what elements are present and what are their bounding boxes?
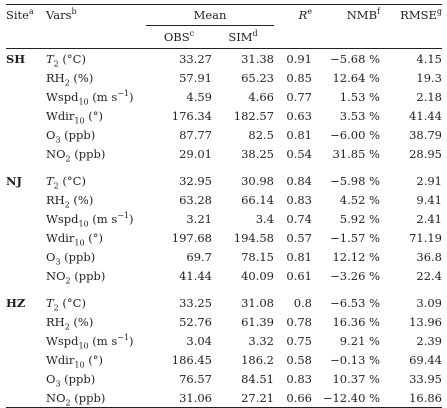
variable-unit: (ppb) (60, 127, 96, 142)
variable-label (46, 171, 146, 190)
obs-value: 197.68 (171, 230, 212, 245)
site-name (6, 144, 46, 163)
variable-unit: (°C) (58, 295, 86, 310)
variable-subscript: 3 (55, 134, 61, 144)
variable-unit: (ppb) (60, 249, 96, 264)
variable-unit: (m s (88, 89, 118, 104)
variable-subscript: 3 (55, 256, 61, 266)
header-rmse: RMSE$^g$ (380, 5, 442, 26)
variable-symbol: T (46, 51, 54, 66)
variable-symbol: RH (46, 70, 65, 85)
variable-symbol: Wspd (46, 89, 79, 104)
variable-unit: (%) (69, 70, 94, 85)
variable-subscript: 10 (78, 340, 89, 350)
table-row (6, 49, 442, 69)
r-value: 0.84 (286, 173, 312, 188)
rmse-value: 13.96 (409, 314, 442, 329)
table-header (6, 5, 442, 49)
obs-value: 57.91 (179, 70, 212, 85)
header-site: Site$^a$ (6, 5, 46, 26)
header-row-sub (6, 26, 442, 49)
obs-value: 69.7 (186, 249, 212, 264)
nmb-value: −0.13 % (330, 352, 380, 367)
site-name: HZ (6, 295, 26, 310)
header-vars: Vars$^b$ (46, 5, 146, 26)
nmb-value: 9.21 % (339, 333, 380, 348)
sim-value: 31.38 (241, 51, 274, 66)
table-body (6, 49, 442, 408)
variable-subscript: 3 (55, 378, 61, 388)
variable-subscript: 2 (64, 199, 70, 209)
variable-symbol: O (46, 127, 56, 142)
header-nmb: NMB$^f$ (312, 5, 380, 26)
variable-subscript: 2 (64, 321, 70, 331)
nmb-value: −5.68 % (330, 51, 380, 66)
obs-value: 32.95 (179, 173, 212, 188)
variable-unit: (ppb) (60, 371, 96, 386)
variable-label (46, 388, 146, 408)
sim-value: 84.51 (241, 371, 274, 386)
variable-label (46, 293, 146, 312)
variable-subscript: 2 (65, 397, 71, 407)
variable-label (46, 106, 146, 125)
table-row (6, 125, 442, 144)
variable-label (46, 266, 146, 285)
obs-value: 176.34 (171, 108, 212, 123)
variable-symbol: T (46, 173, 54, 188)
variable-symbol: NO (46, 390, 66, 405)
obs-value: 33.27 (179, 51, 212, 66)
variable-label (46, 144, 146, 163)
obs-value: 31.06 (146, 388, 212, 408)
group-spacer (6, 163, 442, 171)
variable-subscript: 2 (53, 302, 59, 312)
r-value: 0.61 (286, 268, 312, 283)
site-name (6, 388, 46, 408)
sim-value: 27.21 (212, 388, 274, 408)
nmb-value: −12.40 % (312, 388, 380, 408)
variable-unit: (m s (88, 211, 118, 226)
r-value: 0.81 (286, 127, 312, 142)
header-mean: Mean (146, 5, 274, 26)
table-row (6, 247, 442, 266)
variable-unit: (°) (84, 230, 103, 245)
variable-label (46, 247, 146, 266)
nmb-value: 10.37 % (332, 371, 380, 386)
variable-subscript: 2 (65, 153, 71, 163)
variable-subscript: 2 (64, 77, 70, 87)
table-row (6, 190, 442, 209)
variable-symbol: Wdir (46, 108, 75, 123)
variable-symbol: T (46, 295, 54, 310)
variable-subscript: 10 (74, 237, 85, 247)
variable-label (46, 312, 146, 331)
rmse-value: 36.8 (416, 249, 442, 264)
site-name (6, 125, 46, 144)
site-name (6, 190, 46, 209)
r-value: 0.78 (286, 314, 312, 329)
sim-value: 30.98 (241, 173, 274, 188)
variable-subscript: 2 (65, 275, 71, 285)
r-value: 0.66 (274, 388, 312, 408)
rmse-value: 28.95 (409, 146, 442, 161)
variable-unit: (°) (84, 108, 103, 123)
rmse-value: 9.41 (416, 192, 442, 207)
sim-value: 182.57 (233, 108, 274, 123)
sim-value: 61.39 (241, 314, 274, 329)
variable-unit: (°) (84, 352, 103, 367)
table-row (6, 369, 442, 388)
variable-subscript: 10 (74, 359, 85, 369)
variable-symbol: NO (46, 268, 66, 283)
sim-value: 40.09 (241, 268, 274, 283)
nmb-value: 31.85 % (332, 146, 380, 161)
variable-label (46, 49, 146, 69)
rmse-value: 19.3 (416, 70, 442, 85)
r-value: 0.83 (286, 371, 312, 386)
variable-unit: (m s (88, 333, 118, 348)
sim-value: 186.2 (241, 352, 274, 367)
site-name (6, 247, 46, 266)
rmse-value: 2.41 (416, 211, 442, 226)
variable-label (46, 87, 146, 106)
table-row (6, 87, 442, 106)
variable-label (46, 125, 146, 144)
table-row (6, 266, 442, 285)
unit-exponent: −1 (117, 88, 130, 98)
variable-symbol: Wdir (46, 230, 75, 245)
nmb-value: 4.52 % (339, 192, 380, 207)
variable-symbol: Wspd (46, 211, 79, 226)
variable-label (46, 190, 146, 209)
variable-unit-end: ) (129, 211, 134, 226)
variable-subscript: 10 (74, 115, 85, 125)
obs-value: 186.45 (171, 352, 212, 367)
r-value: 0.77 (286, 89, 312, 104)
rmse-value: 33.95 (409, 371, 442, 386)
site-name: SH (6, 51, 26, 66)
variable-unit: (°C) (58, 51, 86, 66)
sim-value: 65.23 (241, 70, 274, 85)
sim-value: 66.14 (241, 192, 274, 207)
site-name (6, 68, 46, 87)
unit-exponent: −1 (117, 332, 130, 342)
rmse-value: 41.44 (409, 108, 442, 123)
variable-symbol: Wdir (46, 352, 75, 367)
nmb-value: 5.92 % (339, 211, 380, 226)
site-name (6, 209, 46, 228)
obs-value: 29.01 (179, 146, 212, 161)
variable-label (46, 369, 146, 388)
sim-value: 3.32 (248, 333, 274, 348)
nmb-value: 12.12 % (332, 249, 380, 264)
r-value: 0.85 (286, 70, 312, 85)
r-value: 0.8 (293, 295, 312, 310)
variable-subscript: 10 (78, 218, 89, 228)
obs-value: 41.44 (179, 268, 212, 283)
variable-symbol: NO (46, 146, 66, 161)
rmse-value: 16.86 (380, 388, 442, 408)
statistics-table (6, 4, 442, 408)
variable-label (46, 68, 146, 87)
r-value: 0.91 (286, 51, 312, 66)
obs-value: 87.77 (179, 127, 212, 142)
r-value: 0.58 (286, 352, 312, 367)
rmse-value: 38.79 (409, 127, 442, 142)
table-row (6, 331, 442, 350)
nmb-value: −6.00 % (330, 127, 380, 142)
variable-symbol: O (46, 249, 56, 264)
group-spacer (6, 285, 442, 293)
variable-subscript: 2 (53, 180, 59, 190)
site-name (6, 87, 46, 106)
r-value: 0.54 (286, 146, 312, 161)
site-name (6, 350, 46, 369)
obs-value: 3.21 (186, 211, 212, 226)
nmb-value: 16.36 % (332, 314, 380, 329)
obs-value: 52.76 (179, 314, 212, 329)
variable-label (46, 209, 146, 228)
header-sim: SIM$^d$ (212, 26, 274, 49)
site-name (6, 369, 46, 388)
obs-value: 4.59 (186, 89, 212, 104)
variable-unit: (%) (69, 314, 94, 329)
sim-value: 78.15 (241, 249, 274, 264)
r-value: 0.83 (286, 192, 312, 207)
obs-value: 3.04 (186, 333, 212, 348)
variable-label (46, 228, 146, 247)
site-name (6, 266, 46, 285)
variable-unit-end: ) (129, 333, 134, 348)
obs-value: 63.28 (179, 192, 212, 207)
nmb-value: −5.98 % (330, 173, 380, 188)
nmb-value: 3.53 % (339, 108, 380, 123)
r-value: 0.57 (286, 230, 312, 245)
site-name (6, 228, 46, 247)
sim-value: 31.08 (241, 295, 274, 310)
variable-unit: (ppb) (70, 390, 106, 405)
r-value: 0.81 (286, 249, 312, 264)
variable-subscript: 2 (53, 58, 59, 68)
rmse-value: 69.44 (409, 352, 442, 367)
table-row (6, 209, 442, 228)
table-row (6, 228, 442, 247)
nmb-value: −3.26 % (330, 268, 380, 283)
site-name (6, 106, 46, 125)
nmb-value: −6.53 % (330, 295, 380, 310)
rmse-value: 2.39 (416, 333, 442, 348)
variable-label (46, 331, 146, 350)
unit-exponent: −1 (117, 210, 130, 220)
obs-value: 76.57 (179, 371, 212, 386)
table-row (6, 68, 442, 87)
nmb-value: 12.64 % (332, 70, 380, 85)
table-row (6, 293, 442, 312)
sim-value: 4.66 (248, 89, 274, 104)
nmb-value: −1.57 % (330, 230, 380, 245)
sim-value: 38.25 (241, 146, 274, 161)
r-value: 0.75 (286, 333, 312, 348)
variable-unit: (°C) (58, 173, 86, 188)
variable-unit: (ppb) (70, 146, 106, 161)
variable-label (46, 350, 146, 369)
r-value: 0.63 (286, 108, 312, 123)
variable-symbol: O (46, 371, 56, 386)
sim-value: 82.5 (248, 127, 274, 142)
site-name: NJ (6, 173, 22, 188)
table-row (6, 312, 442, 331)
header-obs: OBS$^c$ (146, 26, 212, 49)
rmse-value: 2.18 (416, 89, 442, 104)
variable-symbol: Wspd (46, 333, 79, 348)
sim-value: 3.4 (255, 211, 274, 226)
rmse-value: 71.19 (409, 230, 442, 245)
variable-unit: (%) (69, 192, 94, 207)
table-row (6, 106, 442, 125)
rmse-value: 2.91 (416, 173, 442, 188)
variable-unit-end: ) (129, 89, 134, 104)
variable-unit: (ppb) (70, 268, 106, 283)
rmse-value: 22.4 (416, 268, 442, 283)
site-name (6, 331, 46, 350)
variable-symbol: RH (46, 192, 65, 207)
variable-symbol: RH (46, 314, 65, 329)
r-value: 0.74 (286, 211, 312, 226)
table-row (6, 350, 442, 369)
table-row (6, 388, 442, 408)
rmse-value: 3.09 (416, 295, 442, 310)
rmse-value: 4.15 (416, 51, 442, 66)
variable-subscript: 10 (78, 96, 89, 106)
site-name (6, 312, 46, 331)
obs-value: 33.25 (179, 295, 212, 310)
header-row-main (6, 5, 442, 26)
table-row (6, 171, 442, 190)
header-r: $R^e$ (274, 5, 312, 26)
nmb-value: 1.53 % (339, 89, 380, 104)
table-row (6, 144, 442, 163)
sim-value: 194.58 (233, 230, 274, 245)
